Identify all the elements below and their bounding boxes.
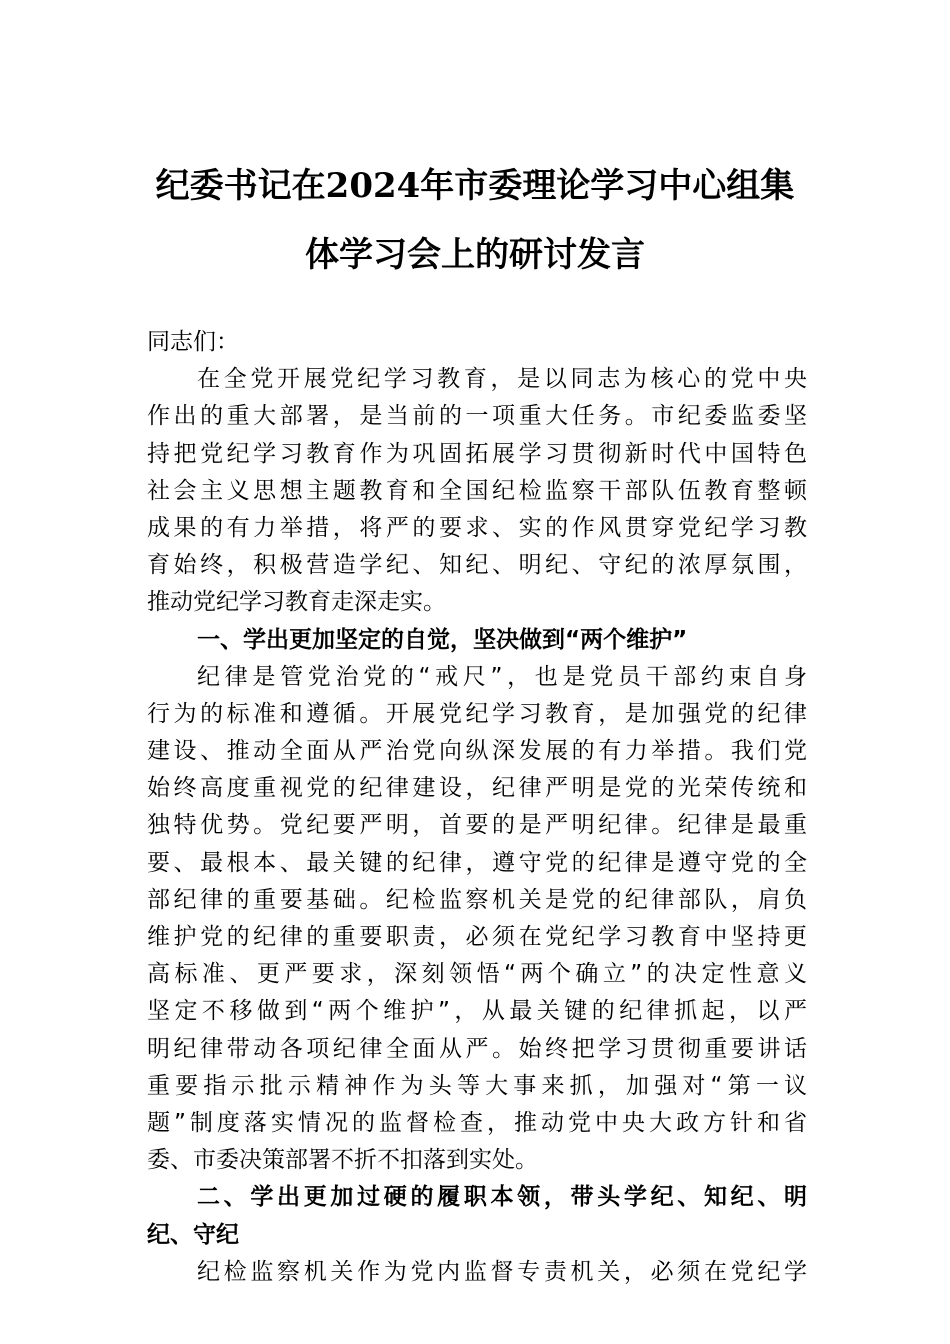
paragraph-line: 建设、推动全面从严治党向纵深发展的有力举措。我们党 [147,738,807,765]
paragraph-line: 行为的标准和遵循。开展党纪学习教育，是加强党的纪律 [147,700,807,727]
paragraph-line: 重要指示批示精神作为头等大事来抓，加强对“第一议 [147,1072,807,1099]
paragraph-line: 维护党的纪律的重要职责，必须在党纪学习教育中坚持更 [147,924,807,950]
paragraph-line: 社会主义思想主题教育和全国纪检监察干部队伍教育整顿 [147,477,807,504]
paragraph-line: 明纪律带动各项纪律全面从严。始终把学习贯彻重要讲话 [147,1035,807,1062]
paragraph-line: 纪律是管党治党的“戒尺”，也是党员干部约束自身 [197,663,807,690]
paragraph-line: 成果的有力举措，将严的要求、实的作风贯穿党纪学习教 [147,514,807,541]
paragraph-line: 题”制度落实情况的监督检查，推动党中央大政方针和省 [147,1109,807,1136]
paragraph-line: 作出的重大部署，是当前的一项重大任务。市纪委监委坚 [147,403,807,430]
paragraph-line: 在全党开展党纪学习教育，是以同志为核心的党中央 [197,366,807,393]
paragraph-line: 要、最根本、最关键的纪律，遵守党的纪律是遵守党的全 [147,849,807,876]
paragraph-line: 推动党纪学习教育走深走实。 [147,589,446,616]
document-title-line-2: 体学习会上的研讨发言 [305,235,645,275]
paragraph-line: 独特优势。党纪要严明，首要的是严明纪律。纪律是最重 [147,812,807,839]
paragraph-line: 坚定不移做到“两个维护”，从最关键的纪律抓起，以严 [147,998,807,1025]
document-body [147,324,807,1291]
paragraph-line: 高标准、更严要求，深刻领悟“两个确立”的决定性意义 [147,961,807,988]
document-title-line-1: 纪委书记在2024年市委理论学习中心组集 [155,166,795,206]
paragraph-line: 始终高度重视党的纪律建设，纪律严明是党的光荣传统和 [147,775,807,802]
paragraph-line: 纪检监察机关作为党内监督专责机关，必须在党纪学 [197,1258,807,1285]
paragraph-line: 委、市委决策部署不折不扣落到实处。 [147,1147,538,1174]
paragraph-line: 部纪律的重要基础。纪检监察机关是党的纪律部队，肩负 [147,886,807,913]
paragraph-line: 持把党纪学习教育作为巩固拓展学习贯彻新时代中国特色 [147,440,807,467]
paragraph-line: 同志们： [147,329,239,355]
section-heading-line: 二、学出更加过硬的履职本领，带头学纪、知纪、明 [197,1184,807,1211]
section-heading-line: 纪、守纪 [147,1221,239,1248]
section-heading-line: 一、学出更加坚定的自觉，坚决做到“两个维护” [197,626,688,653]
paragraph-line: 育始终，积极营造学纪、知纪、明纪、守纪的浓厚氛围， [147,552,807,579]
